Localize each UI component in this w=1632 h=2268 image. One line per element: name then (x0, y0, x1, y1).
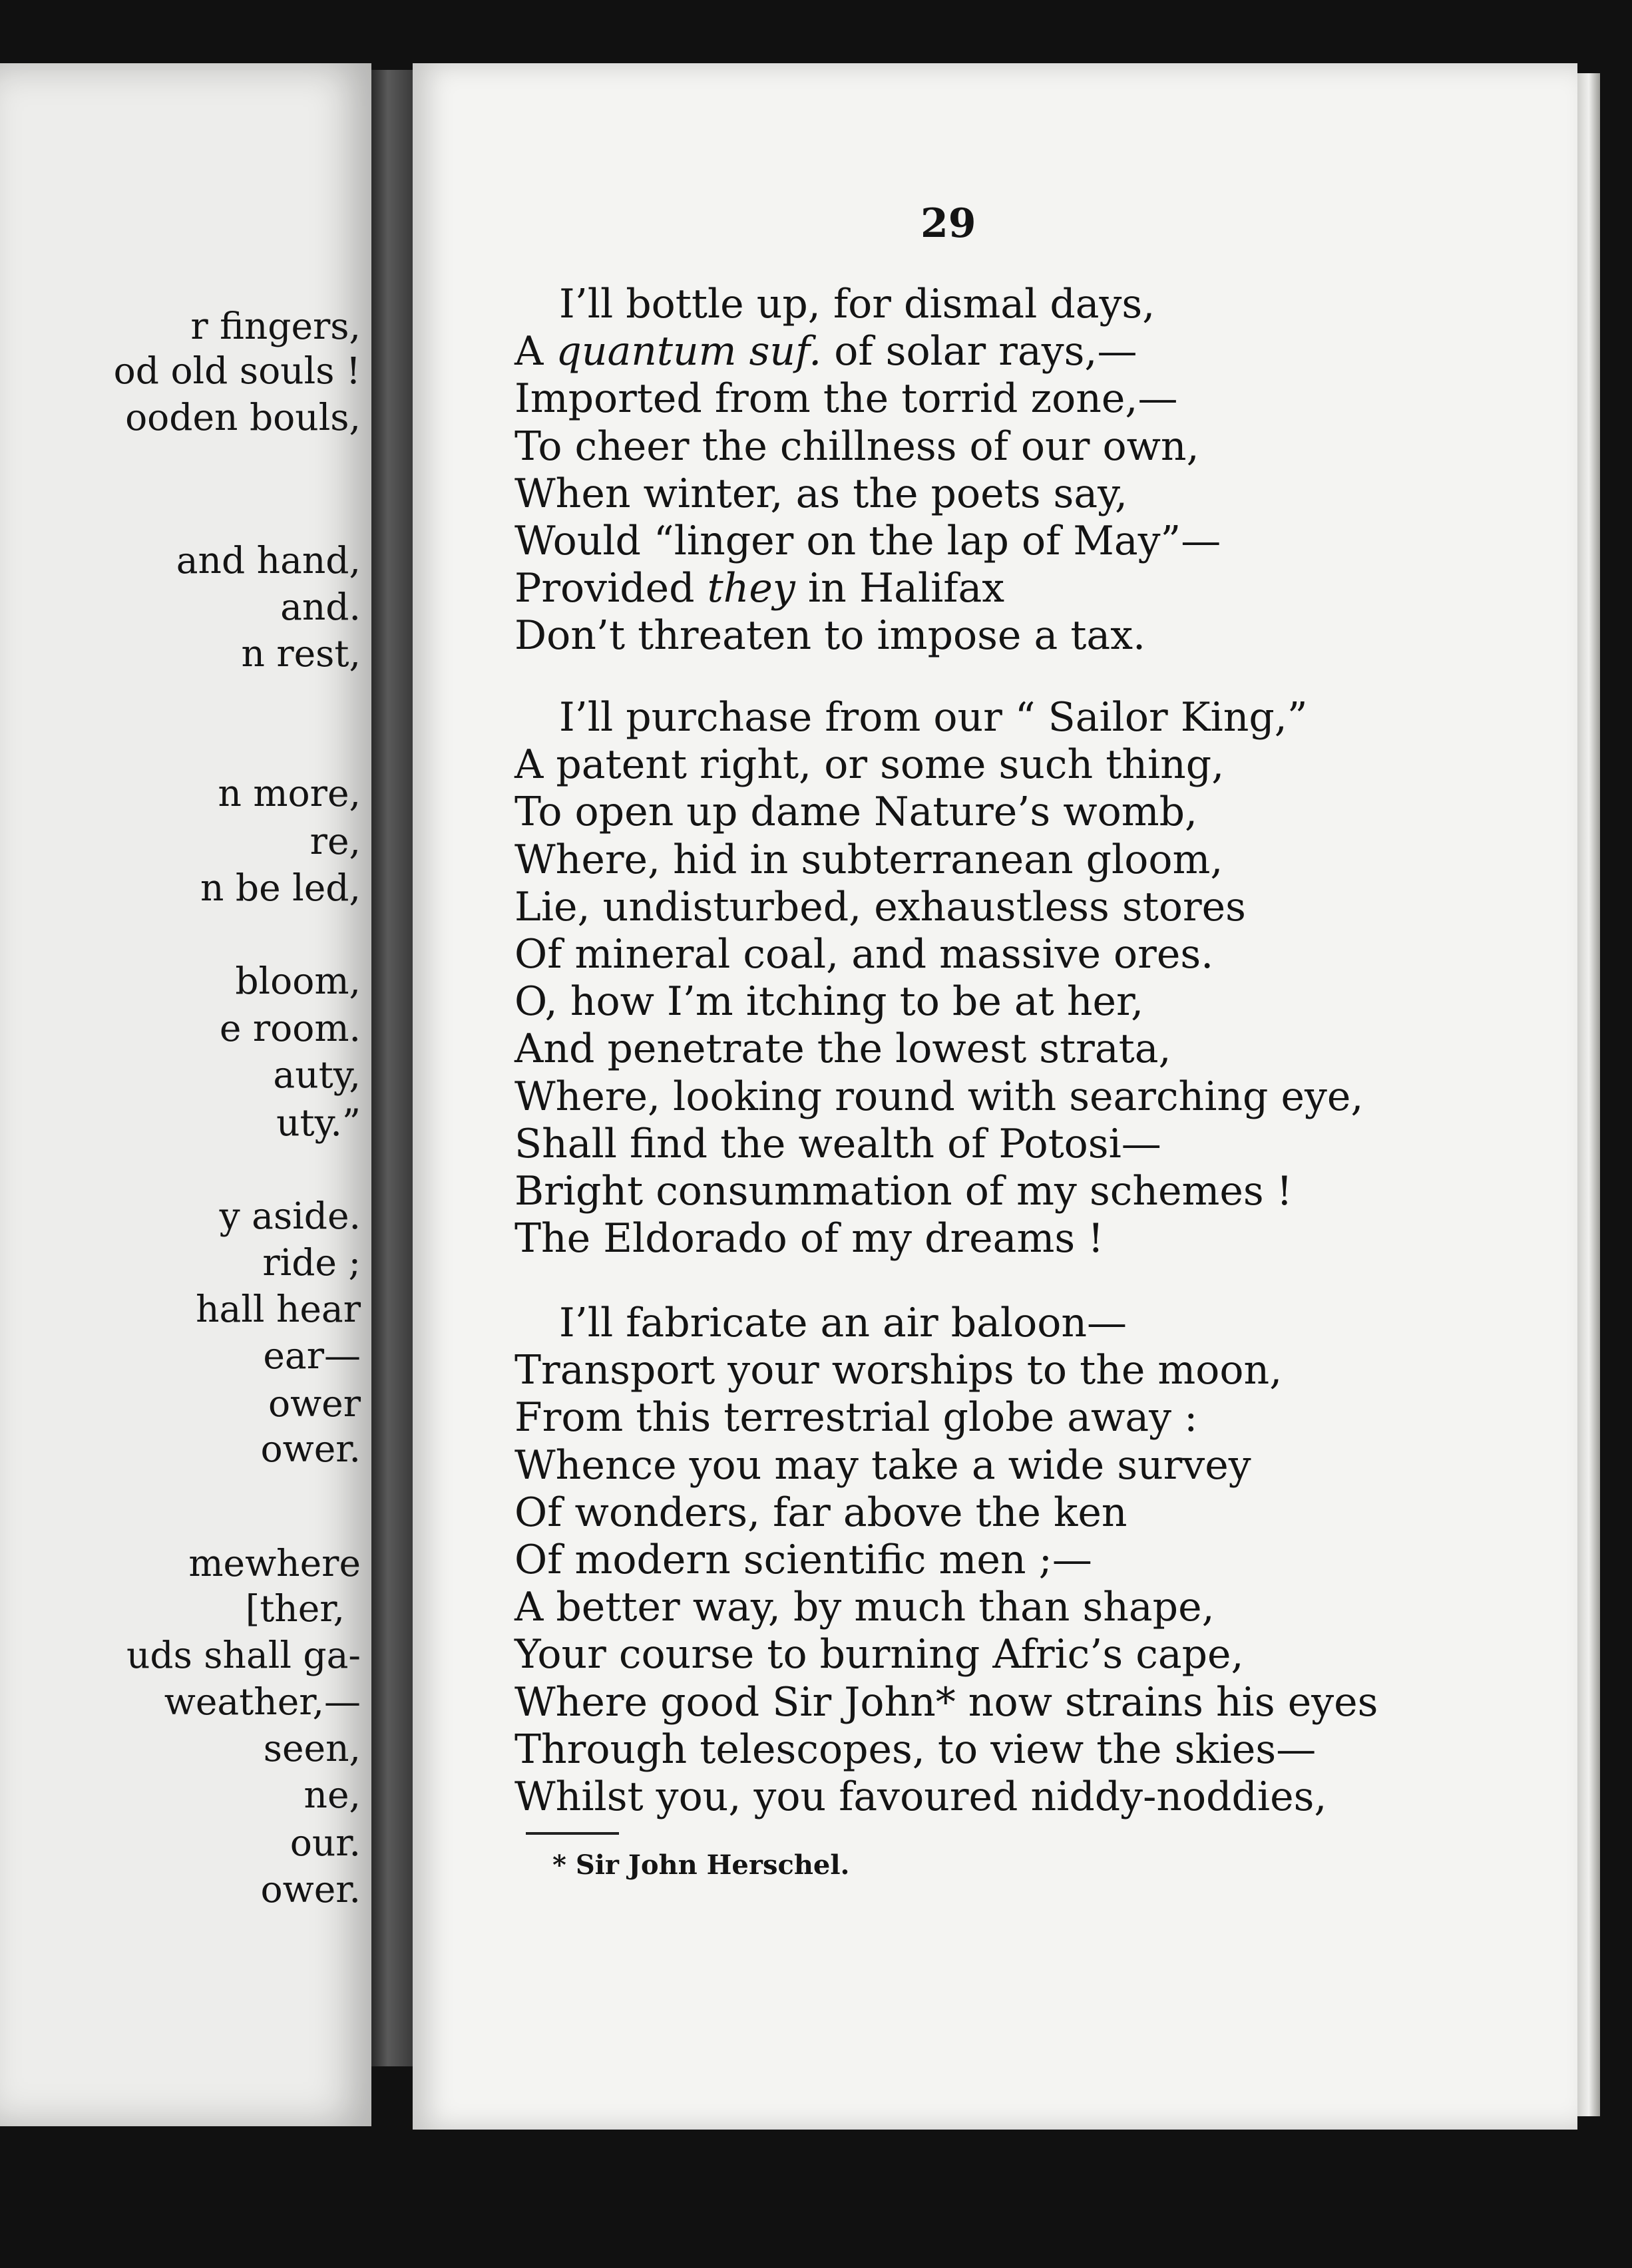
left-page-line: n more, (218, 772, 361, 815)
poem-line: To open up dame Nature’s womb, (514, 789, 1198, 836)
left-page-line: uty.” (276, 1101, 361, 1144)
poem-line: The Eldorado of my dreams ! (514, 1215, 1104, 1262)
left-page-line: ower. (260, 1427, 361, 1470)
left-page-line: e room. (219, 1007, 361, 1049)
left-page-line: ne, (304, 1774, 361, 1816)
poem-line: And penetrate the lowest strata, (514, 1026, 1171, 1073)
left-page-line: uds shall ga- (126, 1634, 361, 1676)
poem-line: I’ll purchase from our “ Sailor King,” (559, 694, 1308, 741)
poem-line: To cheer the chillness of our own, (514, 423, 1199, 470)
poem-line: Where, hid in subterranean gloom, (514, 836, 1223, 883)
left-page-line: ear— (263, 1334, 361, 1377)
poem-line: Where, looking round with searching eye, (514, 1073, 1364, 1120)
poem-line: Of mineral coal, and massive ores. (514, 931, 1214, 978)
left-facing-page (0, 63, 371, 2126)
left-page-line: y aside. (219, 1195, 361, 1237)
left-page-line: ower (268, 1382, 361, 1425)
left-page-line: [ther, (245, 1587, 345, 1630)
poem-line: O, how I’m itching to be at her, (514, 978, 1144, 1026)
poem-line: Shall find the wealth of Potosi— (514, 1120, 1161, 1167)
line-segment: in Halifax (795, 565, 1005, 612)
left-page-line: seen, (263, 1727, 361, 1770)
left-page-line: and hand, (176, 539, 361, 582)
left-page-line: mewhere (188, 1542, 361, 1585)
left-page-line: ooden bouls, (125, 396, 361, 439)
left-page-line: n be led, (200, 866, 361, 909)
poem-line: A better way, by much than shape, (514, 1584, 1215, 1631)
left-page-line: ride ; (262, 1241, 361, 1284)
left-page-line: n rest, (241, 632, 361, 675)
left-page-line: weather,— (164, 1680, 361, 1723)
poem-line: A patent right, or some such thing, (514, 741, 1225, 789)
left-page-line: ower. (260, 1868, 361, 1911)
left-page-line: re, (309, 820, 361, 862)
poem-line: I’ll fabricate an air baloon— (559, 1300, 1127, 1346)
italic-phrase: they (707, 565, 795, 612)
poem-line: Whence you may take a wide survey (514, 1441, 1251, 1489)
line-segment: A (514, 328, 556, 375)
footnote-rule (526, 1832, 619, 1835)
poem-line: Lie, undisturbed, exhaustless stores (514, 883, 1246, 930)
poem-line (514, 328, 1137, 375)
poem-line: Through telescopes, to view the skies— (514, 1726, 1317, 1773)
poem-line: I’ll bottle up, for dismal days, (559, 281, 1155, 327)
poem-line: Imported from the torrid zone,— (514, 375, 1178, 423)
left-page-line: od old souls ! (113, 349, 361, 392)
poem-line: Your course to burning Afric’s cape, (514, 1631, 1244, 1678)
line-segment: of solar rays,— (821, 328, 1137, 375)
left-page-line: our. (290, 1821, 361, 1864)
left-page-line: auty, (273, 1053, 361, 1096)
poem-line: When winter, as the poets say, (514, 470, 1128, 517)
footnote: * Sir John Herschel. (552, 1849, 850, 1881)
left-page-line: r fingers, (190, 305, 361, 347)
left-page-line: and. (280, 586, 361, 628)
poem-line: Whilst you, you favoured niddy-noddies, (514, 1774, 1327, 1820)
italic-phrase: quantum suf. (556, 328, 822, 375)
poem-line: Transport your worships to the moon, (514, 1347, 1283, 1394)
line-segment: Provided (514, 565, 708, 612)
poem-line: Bright consummation of my schemes ! (514, 1168, 1293, 1215)
poem-line: From this terrestrial globe away : (514, 1394, 1198, 1441)
poem-line: Don’t threaten to impose a tax. (514, 612, 1146, 660)
book-gutter (371, 70, 413, 2066)
poem-line (514, 565, 1005, 612)
left-page-line: hall hear (196, 1288, 361, 1330)
page-edge (1577, 73, 1600, 2116)
page-number: 29 (920, 200, 976, 247)
poem-line: Where good Sir John* now strains his eyes (514, 1678, 1378, 1726)
poem-line: Of modern scientific men ;— (514, 1537, 1092, 1583)
poem-line: Would “linger on the lap of May”— (514, 518, 1221, 564)
left-page-line: bloom, (235, 960, 361, 1002)
poem-line: Of wonders, far above the ken (514, 1489, 1127, 1536)
